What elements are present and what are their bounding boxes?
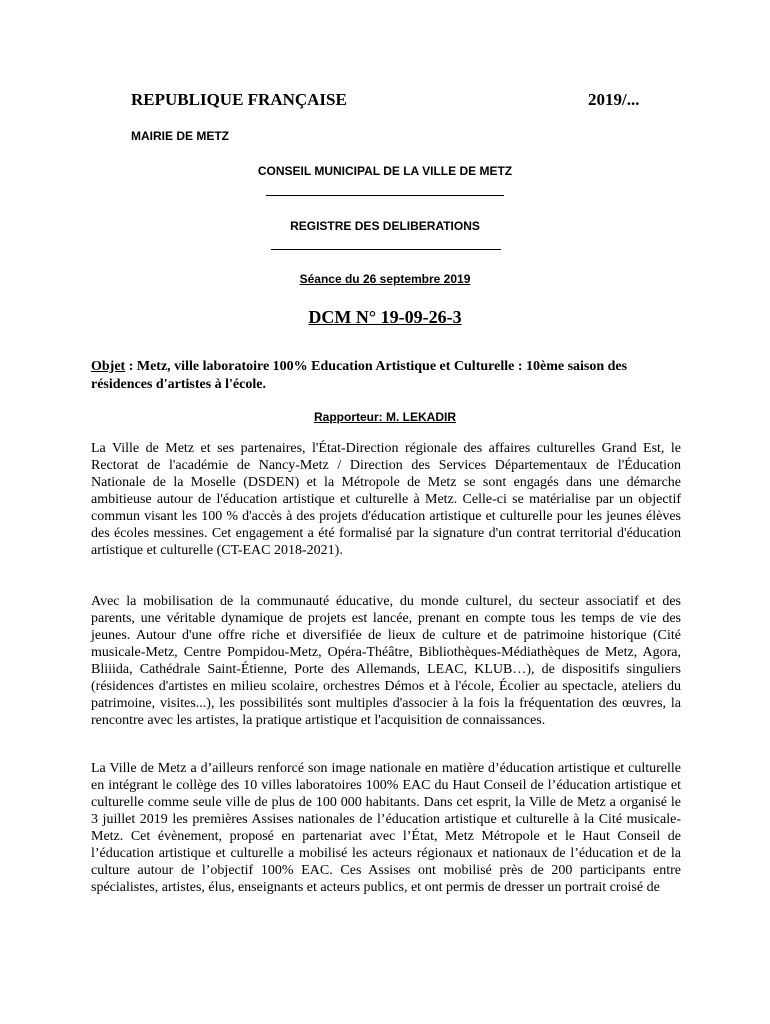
divider-rule [271, 249, 501, 250]
session-date-text: Séance du 26 septembre 2019 [299, 272, 471, 286]
body-paragraph-1: La Ville de Metz et ses partenaires, l'État-Direction régionale des affaires culturelles Grand Est, le Rectorat de l'académie de Nancy-Metz / Direction des Services Départementaux de l'Éducation Nationale de la Moselle (DSDEN) et la Métropole de Metz se sont engagés dans une démarche ambitieuse autour de l'éducation artistique et culturelle à Metz. Celle-ci se matérialise par un objectif commun visant les 100 % d'accès à des projets d'éducation artistique et culturelle pour les jeunes élèves des écoles messines. Cet engagement a été formalisé par la signature d'un contrat territorial d'éducation artistique et culturelle (CT-EAC 2018-2021). [91, 441, 681, 558]
republique-heading: REPUBLIQUE FRANÇAISE [131, 90, 347, 109]
mairie-heading: MAIRIE DE METZ [131, 129, 229, 143]
rapporteur-line [0, 410, 770, 424]
session-date [0, 272, 770, 286]
subject-block [91, 358, 691, 394]
body-paragraph-3: La Ville de Metz a d’ailleurs renforcé son image nationale en matière d’éducation artistique et culturelle en intégrant le collège des 10 villes laboratoires 100% EAC du Haut Conseil de l’éducation artistique et culturelle comme seule ville de plus de 100 000 habitants. Dans cet esprit, la Ville de Metz a organisé le 3 juillet 2019 les premières Assises nationales de l’éducation artistique et culturelle à la Cité musicale-Metz. Cet évènement, proposé en partenariat avec l’État, Metz Métropole et le Haut Conseil de l’éducation artistique et culturelle a mobilisé les acteurs régionaux et nationaux de l’éducation et de la culture autour de l’objectif 100% EAC. Ces Assises ont mobilisé près de 200 participants entre spécialistes, artistes, élus, enseignants et acteurs publics, et ont permis de dresser un portrait croisé de [91, 761, 681, 895]
rapporteur-text: Rapporteur: M. LEKADIR [314, 410, 456, 424]
subject-text: : Metz, ville laboratoire 100% Education Artistique et Culturelle : 10ème saison des résidences d'artistes à l'école. [91, 359, 628, 392]
register-title: REGISTRE DES DELIBERATIONS [290, 219, 480, 233]
council-title: CONSEIL MUNICIPAL DE LA VILLE DE METZ [257, 164, 513, 178]
deliberation-number: 2019/... [588, 90, 640, 109]
body-paragraph-2: Avec la mobilisation de la communauté éducative, du monde culturel, du secteur associatif et des parents, une véritable dynamique de projets est lancée, prenant en compte tous les temps de vie des jeunes. Autour d'une offre riche et diversifiée de lieux de culture et de patrimoine historique (Cité musicale-Metz, Centre Pompidou-Metz, Opéra-Théâtre, Bibliothèques-Médiathèques de Metz, Agora, Bliiida, Cathédrale Saint-Étienne, Porte des Allemands, LEAC, KLUB…), de dispositifs singuliers (résidences d'artistes en milieu scolaire, orchestres Démos et à l'école, Écolier au spectacle, ateliers du patrimoine, visites...), les possibilités sont multiples d'associer à la fois la fréquentation des œuvres, la rencontre avec les artistes, la pratique artistique et l'acquisition de connaissances. [91, 594, 681, 728]
subject-label: Objet [91, 359, 126, 374]
divider-rule [266, 195, 504, 196]
dcm-number [0, 307, 770, 328]
dcm-number-text: DCM N° 19-09-26-3 [308, 307, 462, 327]
